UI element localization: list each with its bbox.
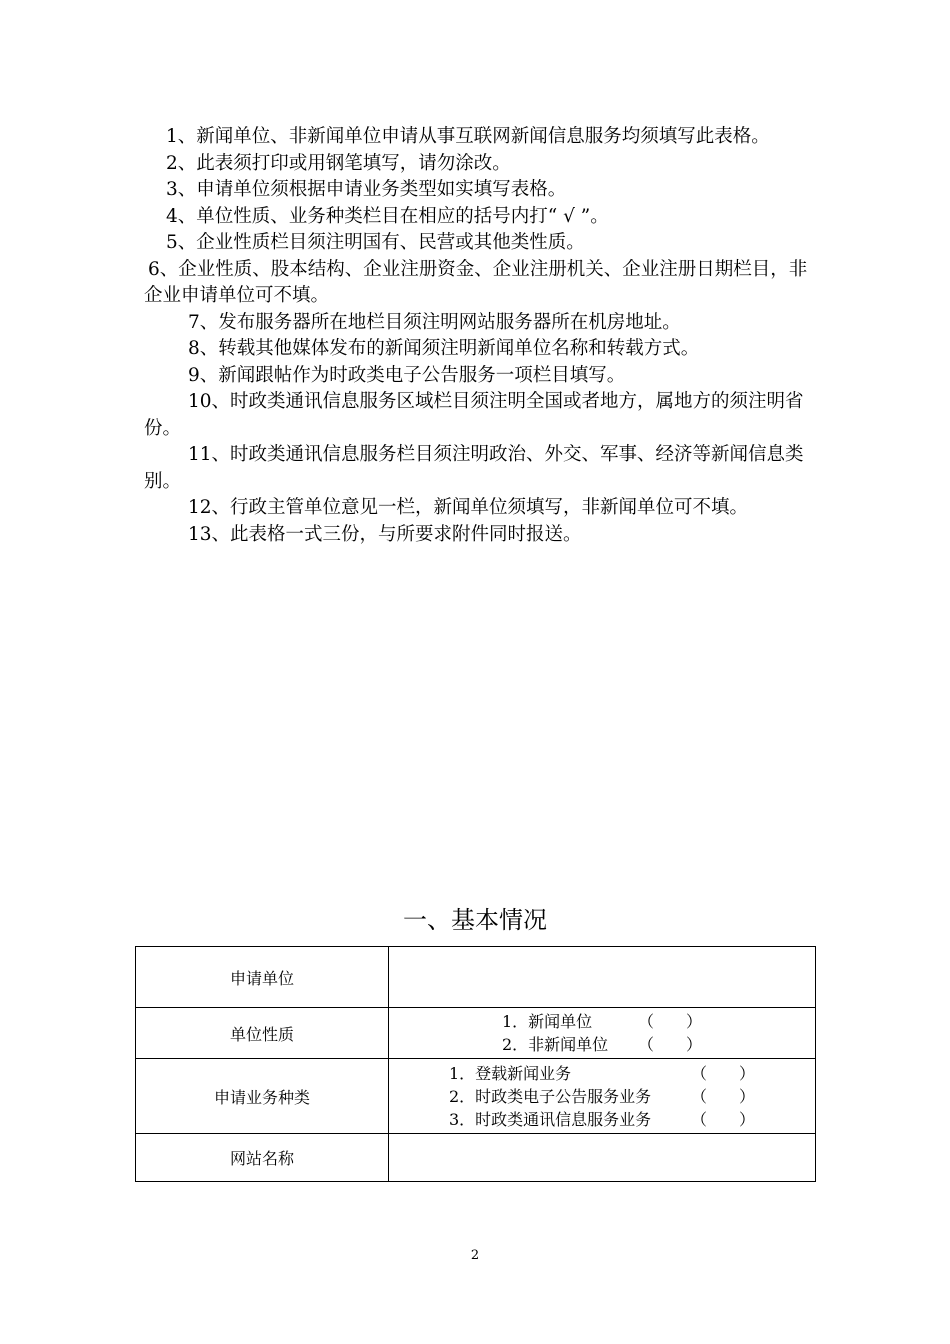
instruction-item: 8、转载其他媒体发布的新闻须注明新闻单位名称和转载方式。: [188, 338, 700, 359]
instruction-item: 10、时政类通讯信息服务区域栏目须注明全国或者地方，属地方的须注明省份。: [144, 391, 804, 439]
business-option-bbs[interactable]: 2．时政类电子公告服务业务 （ ）: [448, 1086, 755, 1106]
business-option-messaging[interactable]: 3．时政类通讯信息服务业务 （ ）: [448, 1109, 755, 1129]
instruction-item: 4、单位性质、业务种类栏目在相应的括号内打“ √ ”。: [166, 205, 609, 227]
business-label: 申请业务种类: [136, 1059, 389, 1134]
checkbox-paren[interactable]: （ ）: [637, 1035, 702, 1054]
website-field[interactable]: [389, 1134, 816, 1182]
instruction-item: 3、申请单位须根据申请业务类型如实填写表格。: [166, 179, 567, 200]
nature-option-news[interactable]: 1．新闻单位 （ ）: [501, 1012, 702, 1031]
business-options: [389, 1059, 816, 1134]
table-row: [136, 1008, 816, 1059]
checkbox-paren[interactable]: （ ）: [637, 1012, 702, 1031]
table-row: [136, 1059, 816, 1134]
instruction-item: 5、企业性质栏目须注明国有、民营或其他类性质。: [166, 232, 585, 253]
instruction-item: 6、企业性质、股本结构、企业注册资金、企业注册机关、企业注册日期栏目，非企业申请单位可不填。: [144, 258, 808, 306]
table-row: [136, 1134, 816, 1182]
nature-option-non-news[interactable]: 2．非新闻单位 （ ）: [501, 1035, 702, 1054]
instruction-item: 11、时政类通讯信息服务栏目须注明政治、外交、军事、经济等新闻信息类别。: [144, 444, 804, 492]
instruction-item: 1、新闻单位、非新闻单位申请从事互联网新闻信息服务均须填写此表格。: [166, 126, 770, 147]
business-option-news[interactable]: 1．登载新闻业务 （ ）: [448, 1063, 755, 1083]
instruction-item: 7、发布服务器所在地栏目须注明网站服务器所在机房地址。: [188, 311, 681, 333]
applicant-field[interactable]: [389, 947, 816, 1008]
applicant-label: 申请单位: [136, 947, 389, 1008]
nature-label: 单位性质: [136, 1008, 389, 1059]
instruction-item: 13、此表格一式三份，与所要求附件同时报送。: [188, 523, 582, 545]
nature-options: [389, 1008, 816, 1059]
instruction-item: 2、此表须打印或用钢笔填写，请勿涂改。: [166, 152, 511, 174]
website-label: 网站名称: [136, 1134, 389, 1182]
checkbox-paren[interactable]: （ ）: [690, 1086, 755, 1106]
instruction-item: 12、行政主管单位意见一栏，新闻单位须填写，非新闻单位可不填。: [188, 497, 749, 518]
checkbox-paren[interactable]: （ ）: [690, 1063, 755, 1083]
checkbox-paren[interactable]: （ ）: [690, 1109, 755, 1129]
section-title: 一、基本情况: [403, 906, 547, 934]
basic-info-table: [135, 946, 816, 1182]
table-row: [136, 947, 816, 1008]
page-number: 2: [470, 1248, 480, 1263]
instruction-item: 9、新闻跟帖作为时政类电子公告服务一项栏目填写。: [188, 364, 626, 386]
instructions-list: [144, 124, 812, 548]
